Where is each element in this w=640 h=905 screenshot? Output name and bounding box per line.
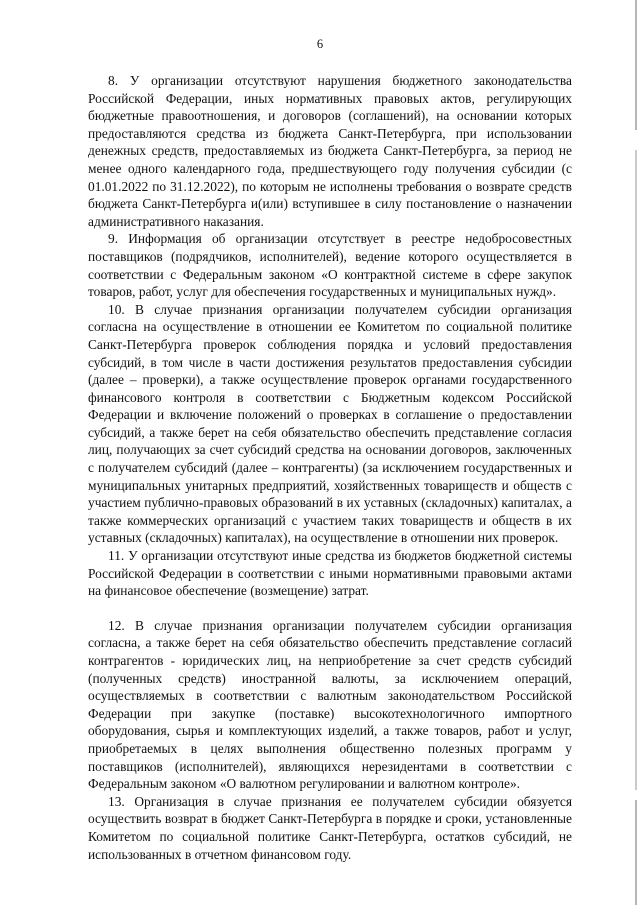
paragraph-13: 13. Организация в случае признания ее получателем субсидии обязуется осуществить возврат в бюджет Санкт-Петербурга в порядке и сроки, установленные Комитетом по социальной политике Санкт-Петербурга, остатков субсидий, не использованных в отчетном финансовом году. xyxy=(88,793,572,862)
paragraph-12: 12. В случае признания организации получателем субсидии организация согласна, а также берет на себя обязательство обеспечить представление согласий контрагентов - юридических лиц, на неприобретение за счет средств субсидий (полученных средств) иностранной валюты, за исключением операций, осуществляемых в соответствии с валютным законодательством Российской Федерации при закупке (поставке) высокотехнологичного импортного оборудования, сырья и комплектующих изделий, а также товаров, работ и услуг, приобретаемых в целях выполнения общественно полезных программ у поставщиков (исполнителей), являющихся нерезидентами в соответствии с Федеральным законом «О валютном регулировании и валютном контроле». xyxy=(88,617,572,792)
paragraph-11: 11. У организации отсутствуют иные средства из бюджетов бюджетной системы Российской Федерации в соответствии с иными нормативными правовыми актами на финансовое обеспечение (возмещение) затрат. xyxy=(88,548,572,599)
paragraph-10: 10. В случае признания организации получателем субсидии организация согласна на осуществление в отношении ее Комитетом по социальной политике Санкт-Петербурга проверок соблюдения порядка и условий предоставления субсидий, в том числе в части достижения результатов предоставления субсидии (далее – проверки), а также осуществление проверок органами государственного финансового контроля в соответствии с Бюджетным кодексом Российской Федерации и включение положений о проверках в соглашение о предоставлении субсидий, а также берет на себя обязательство обеспечить представление согласия лиц, получающих за счет субсидий средства на основании договоров, заключенных с получателем субсидий (далее – контрагенты) (за исключением государственных и муниципальных унитарных предприятий, хозяйственных товариществ и обществ с участием публично-правовых образований в их уставных (складочных) капиталах, а также коммерческих организаций с участием таких товариществ и обществ в их уставных (складочных) капиталах), на осуществление в отношении них проверок. xyxy=(88,301,572,546)
document-body xyxy=(88,72,572,863)
scan-edge-shadow xyxy=(635,0,637,130)
paragraph-8: 8. У организации отсутствуют нарушения бюджетного законодательства Российской Федерации, иных нормативных правовых актов, регулирующих бюджетные правоотношения, и договоров (соглашений), на основании которых предоставляются средства из бюджета Санкт-Петербурга, при использовании денежных средств, предоставляемых из бюджета Санкт-Петербурга, за период не менее одного календарного года, предшествующего году получения субсидии (с 01.01.2022 по 31.12.2022), по которым не исполнены требования о возврате средств бюджета Санкт-Петербурга и(или) вступившее в силу постановление о назначении административного наказания. xyxy=(88,73,572,229)
scan-edge-shadow xyxy=(635,800,637,905)
scan-edge-shadow xyxy=(635,150,637,790)
paragraph-9: 9. Информация об организации отсутствует в реестре недобросовестных поставщиков (подрядчиков, исполнителей), ведение которого осуществляется в соответствии с Федеральным законом «О контрактной системе в сфере закупок товаров, работ, услуг для обеспечения государственных и муниципальных нужд». xyxy=(88,231,572,300)
page-number: 6 xyxy=(316,37,324,51)
